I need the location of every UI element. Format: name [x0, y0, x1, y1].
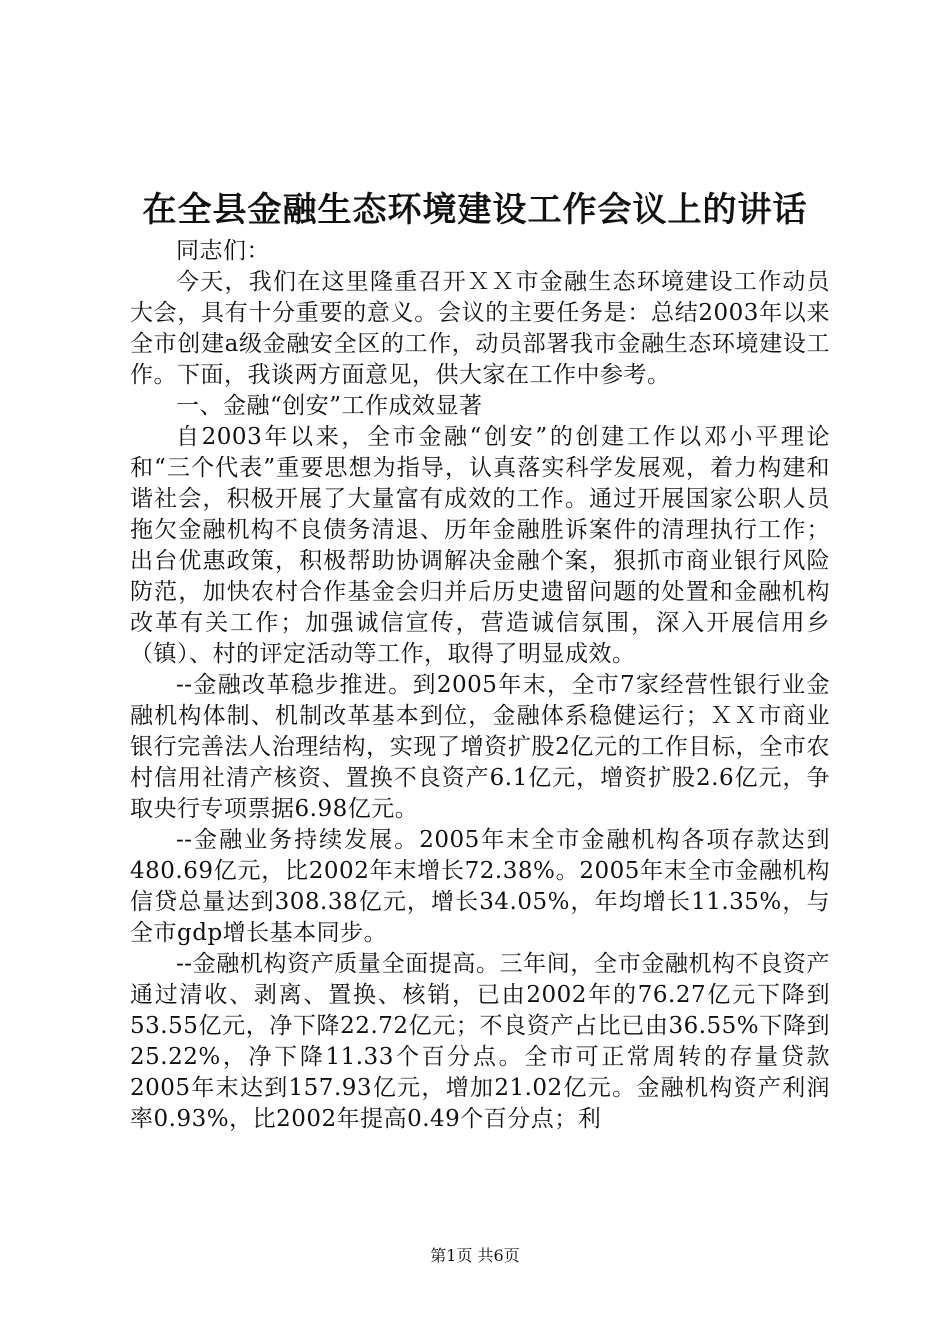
body-paragraph: --金融业务持续发展。2005年末全市金融机构各项存款达到480.69亿元，比2002年末增长72.38%。2005年末全市金融机构信贷总量达到308.38亿元，增长34.05%，年均增长11.35%，与全市gdp增长基本同步。 [130, 827, 830, 946]
body-paragraph: 自2003年以来，全市金融“创安”的创建工作以邓小平理论和“三个代表”重要思想为指导，认真落实科学发展观，着力构建和谐社会，积极开展了大量富有成效的工作。通过开展国家公职人员拖欠金融机构不良债务清退、历年金融胜诉案件的清理执行工作；出台优惠政策，积极帮助协调解决金融个案，狠抓市商业银行风险防范，加快农村合作基金会归并后历史遗留问题的处置和金融机构改革有关工作；加强诚信宣传，营造诚信氛围，深入开展信用乡（镇）、村的评定活动等工作，取得了明显成效。 [130, 424, 830, 667]
intro-paragraph: 今天，我们在这里隆重召开ＸＸ市金融生态环境建设工作动员大会，具有十分重要的意义。会议的主要任务是：总结2003年以来全市创建a级金融安全区的工作，动员部署我市金融生态环境建设工作。下面，我谈两方面意见，供大家在工作中参考。 [130, 269, 830, 388]
page-footer: 第1页 共6页 [430, 1246, 520, 1265]
section-heading: 一、金融“创安”工作成效显著 [176, 393, 483, 419]
body-paragraph: --金融改革稳步推进。到2005年末，全市7家经营性银行业金融机构体制、机制改革基本到位，金融体系稳健运行；ＸＸ市商业银行完善法人治理结构，实现了增资扩股2亿元的工作目标，全市农村信用社清产核资、置换不良资产6.1亿元，增资扩股2.6亿元，争取央行专项票据6.98亿元。 [130, 672, 830, 822]
body-paragraph: --金融机构资产质量全面提高。三年间，全市金融机构不良资产通过清收、剥离、置换、核销，已由2002年的76.27亿元下降到53.55亿元，净下降22.72亿元；不良资产占比已由36.55%下降到25.22%，净下降11.33个百分点。全市可正常周转的存量贷款2005年末达到157.93亿元，增加21.02亿元。金融机构资产利润率0.93%，比2002年提高0.49个百分点；利 [130, 951, 830, 1132]
document-title: 在全县金融生态环境建设工作会议上的讲话 [142, 190, 808, 230]
salutation-paragraph: 同志们： [176, 238, 270, 264]
document-body [130, 236, 830, 1135]
